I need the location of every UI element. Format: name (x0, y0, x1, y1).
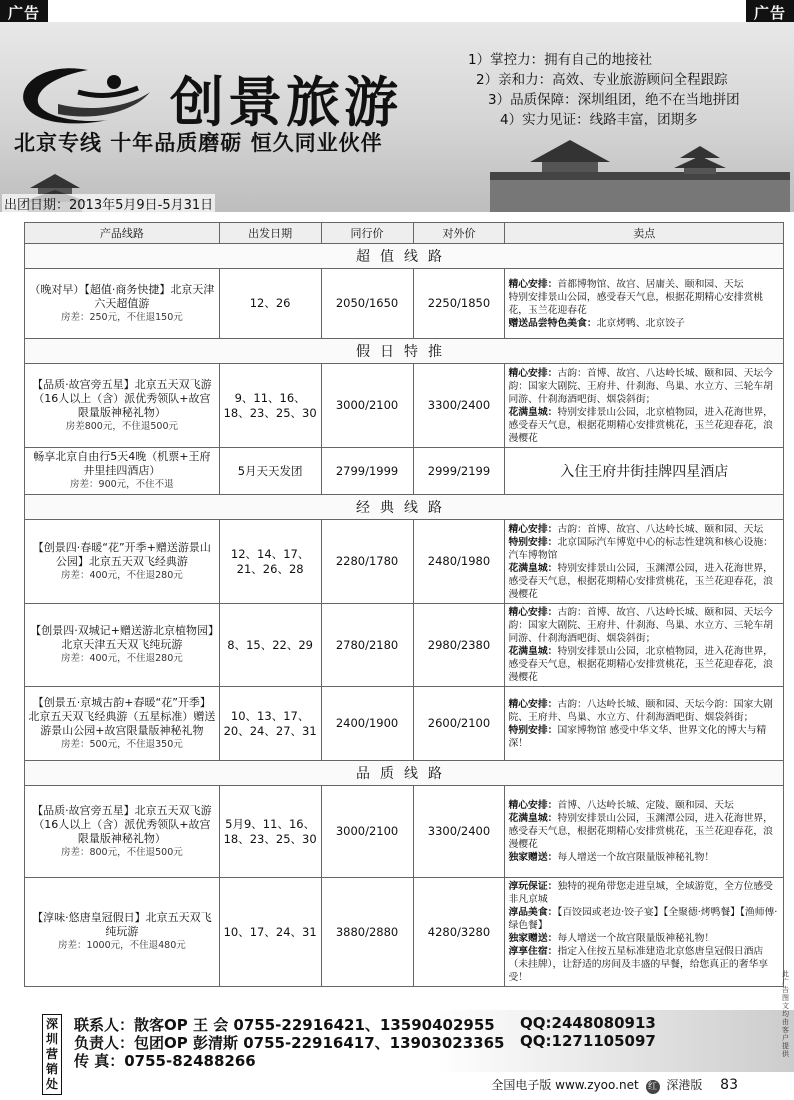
room-note: 房差：400元，不住退280元 (60, 569, 183, 581)
highlight-line (508, 606, 780, 645)
date-cell: 8、15、22、29 (219, 604, 321, 687)
highlight-key: 独家赠送： (508, 852, 558, 863)
highlight-text: 首博、八达岭长城、定陵、颐和园、天坛 (557, 800, 734, 811)
feature-item: 1）掌控力：拥有自己的地接社 (468, 52, 653, 68)
highlight-text: 古韵：首博、故宫、八达岭长城、颐和园、天坛今韵：国家大剧院、王府井、什刹海、鸟巢、水立方、三轮车胡同游、什刹海酒吧街、烟袋斜街； (508, 607, 773, 644)
retail-price-cell: 2980/2380 (413, 604, 505, 687)
table-row (25, 687, 784, 761)
room-note: 房差：500元，不住退350元 (60, 738, 183, 750)
highlight-key: 精心安排： (508, 523, 558, 535)
highlight-line (508, 945, 780, 984)
retail-price-cell: 2600/2100 (413, 687, 505, 761)
product-cell (25, 269, 220, 339)
highlight-text: 北京烤鸭、北京饺子 (596, 317, 685, 329)
date-cell: 10、17、24、31 (219, 878, 321, 987)
departure-date-range: 出团日期：2013年5月9日-5月31日 (2, 194, 215, 213)
peer-price-cell: 2799/1999 (321, 448, 413, 495)
highlight-line (508, 562, 780, 601)
highlight-line (508, 536, 780, 562)
product-cell (25, 878, 220, 987)
retail-price-cell: 2480/1980 (413, 520, 505, 604)
highlight-line (508, 880, 780, 906)
room-note: 房差：1000元，不住退480元 (57, 940, 186, 951)
retail-price-cell: 2999/2199 (413, 448, 505, 495)
column-header: 出发日期 (219, 223, 321, 244)
highlight-text: 每人增送一个故宫限量版神秘礼物！ (557, 852, 715, 863)
highlight-text: 特别安排景山公园，玉渊潭公园，进入花海世界，感受春天气息，根据花期精心安排赏桃花，玉兰花迎春花，浪漫樱花 (508, 562, 773, 600)
contact-person: 负责人：包团OP 彭清斯 0755-22916417、13903023365 (74, 1034, 505, 1052)
section-title: 经典线路 (25, 495, 784, 520)
highlight-line (508, 317, 780, 330)
highlight-key: 精心安排： (508, 800, 558, 811)
highlight-text: 首都博物馆、故宫、居庸关、颐和园、天坛 (557, 278, 744, 290)
date-cell: 5月9、11、16、18、23、25、30 (219, 786, 321, 878)
highlight-text: 指定入住按五星标准建造北京悠唐皇冠假日酒店（未挂牌），让舒适的房间及丰盛的早餐，给您真正的奢华享受！ (508, 946, 769, 983)
product-name: 【创景四·春暖“花”开季+赠送游景山公园】北京五天双飞经典游 (32, 540, 211, 568)
table-row (25, 604, 784, 687)
product-cell (25, 448, 220, 495)
product-cell (25, 604, 220, 687)
retail-price-cell: 2250/1850 (413, 269, 505, 339)
section-row (25, 761, 784, 786)
table-row (25, 364, 784, 448)
highlight-key: 精心安排： (508, 607, 558, 618)
highlight-text: 古韵：首博、故宫、八达岭长城、颐和园、天坛 (557, 523, 764, 535)
highlight-line (508, 851, 780, 864)
date-cell: 5月天天发团 (219, 448, 321, 495)
section-row (25, 495, 784, 520)
highlight-cell (505, 364, 784, 448)
date-cell: 12、14、17、21、26、28 (219, 520, 321, 604)
column-header: 对外价 (413, 223, 505, 244)
highlight-line (508, 698, 780, 724)
highlight-line (508, 724, 780, 750)
tour-table (24, 222, 784, 987)
section-title: 假日特推 (25, 339, 784, 364)
highlight-key: 精心安排： (508, 698, 558, 710)
highlight-line (508, 812, 780, 851)
peer-price-cell: 3000/2100 (321, 364, 413, 448)
ad-label-right: 广告 (746, 0, 794, 25)
product-name: （晚对早）【超值·商务快捷】北京天津六天超值游 (29, 282, 215, 310)
date-cell: 9、11、16、18、23、25、30 (219, 364, 321, 448)
highlight-line (508, 406, 780, 445)
brand-name: 创景旅游 (170, 70, 402, 134)
table-row (25, 520, 784, 604)
column-header: 同行价 (321, 223, 413, 244)
retail-price-cell: 3300/2400 (413, 364, 505, 448)
highlight-key: 特别安排： (508, 536, 558, 548)
qq-number: QQ:2448080913 (520, 1014, 656, 1032)
highlight-text: 北京国际汽车博览中心的标志性建筑和核心设施：汽车博物馆 (508, 536, 773, 561)
highlight-key: 精心安排： (508, 278, 558, 290)
peer-price-cell: 3880/2880 (321, 878, 413, 987)
highlight-key: 赠送品尝特色美食： (508, 317, 597, 329)
highlight-text: 特别安排景山公园，北京植物园，进入花海世界，感受春天气息，根据花期精心安排赏桃花，玉兰花迎春花，浪漫樱花 (508, 406, 773, 444)
highlight-line (508, 645, 780, 684)
product-name: 【创景五·京城古韵+春暖“花”开季】北京五天双飞经典游（五星标准）赠送游景山公园+故宫限量版神秘礼物 (28, 695, 216, 737)
page-number: 83 (720, 1077, 738, 1093)
highlight-text: 每人增送一个故宫限量版神秘礼物！ (557, 933, 715, 944)
highlight-text: 国家博物馆 感受中华文华、世界文化的博大与精深！ (508, 724, 767, 749)
section-title: 超值线路 (25, 244, 784, 269)
peer-price-cell: 2400/1900 (321, 687, 413, 761)
highlight-line (508, 367, 780, 406)
highlight-key: 独家赠送： (508, 933, 558, 944)
highlight-key: 淳玩保证： (508, 881, 558, 892)
product-name: 【品质·故宫旁五星】北京五天双飞游（16人以上（含）派优秀领队+故宫限量版神秘礼物） (32, 377, 212, 419)
feature-item: 3）品质保障：深圳组团，绝不在当地拼团 (488, 92, 740, 108)
feature-item: 4）实力见证：线路丰富，团期多 (500, 112, 698, 128)
highlight-cell (505, 520, 784, 604)
product-name: 畅享北京自由行5天4晚（机票+王府井里挂四酒店） (33, 450, 211, 477)
contact-person: 联系人：散客OP 王 会 0755-22916421、13590402955 (74, 1016, 495, 1034)
peer-price-cell: 2280/1780 (321, 520, 413, 604)
highlight-key: 花满皇城： (508, 646, 558, 657)
highlight-text: 特别安排景山公园，玉渊潭公园，进入花海世界，感受春天气息，根据花期精心安排赏桃花，玉兰花迎春花，浪漫樱花 (508, 813, 773, 850)
column-header: 卖点 (505, 223, 784, 244)
header-banner (0, 22, 794, 212)
highlight-line (508, 932, 780, 945)
highlight-text: 特别安排景山公园，北京植物园，进入花海世界，感受春天气息，根据花期精心安排赏桃花，玉兰花迎春花，浪漫樱花 (508, 646, 773, 683)
highlight-key: 淳品美食： (508, 907, 558, 918)
highlight-text: 独特的视角带您走进皇城，全域游览，全方位感受非凡京城 (508, 881, 773, 905)
room-note: 房差：400元，不住退280元 (60, 653, 183, 664)
feature-list (468, 50, 740, 130)
page-footer (491, 1076, 738, 1094)
highlight-key: 花满皇城： (508, 406, 558, 418)
slogan: 北京专线 十年品质磨砺 恒久同业伙伴 (14, 131, 383, 155)
section-row (25, 244, 784, 269)
highlight-line: 特别安排景山公园，感受春天气息，根据花期精心安排赏桃花，玉兰花迎春花 (508, 291, 764, 316)
highlight-key: 花满皇城： (508, 562, 558, 574)
office-label: 深圳营销处 (42, 1014, 62, 1095)
product-name: 【淳味·悠唐皇冠假日】北京五天双飞纯玩游 (32, 911, 212, 938)
product-cell (25, 786, 220, 878)
section-title: 品质线路 (25, 761, 784, 786)
qq-number: QQ:1271105097 (520, 1032, 656, 1050)
highlight-cell (505, 786, 784, 878)
highlight-line (508, 523, 780, 536)
highlight-text: 古韵：八达岭长城、颐和园、天坛今韵：国家大剧院、王府井、鸟巢、水立方、什刹海酒吧街、烟袋斜街； (508, 698, 773, 723)
highlight-line (508, 278, 780, 291)
room-note: 房差：900元，不住不退 (70, 479, 174, 490)
peer-price-cell: 2780/2180 (321, 604, 413, 687)
highlight-key: 花满皇城： (508, 813, 558, 824)
room-note: 房差：250元，不住退150元 (60, 311, 183, 323)
feature-item: 2）亲和力：高效、专业旅游顾问全程跟踪 (476, 72, 728, 88)
table-row (25, 878, 784, 987)
fax-line: 传 真：0755-82488266 (74, 1052, 256, 1070)
highlight-key: 精心安排： (508, 367, 558, 379)
table-row (25, 269, 784, 339)
ad-label-left: 广告 (0, 0, 48, 25)
retail-price-cell: 3300/2400 (413, 786, 505, 878)
edition-badge-icon: 红 (646, 1080, 660, 1094)
date-cell: 12、26 (219, 269, 321, 339)
retail-price-cell: 4280/3280 (413, 878, 505, 987)
room-note: 房差800元，不住退500元 (65, 420, 178, 432)
peer-price-cell: 2050/1650 (321, 269, 413, 339)
temple-right-icon (470, 132, 790, 212)
product-cell (25, 520, 220, 604)
highlight-line (508, 799, 780, 812)
column-header: 产品线路 (25, 223, 220, 244)
side-disclaimer: 此广告图文均由客户提供 (782, 970, 789, 1058)
highlight-cell (505, 687, 784, 761)
room-note: 房差：800元，不住退500元 (60, 846, 183, 858)
peer-price-cell: 3000/2100 (321, 786, 413, 878)
highlight-text: 古韵：首博、故宫、八达岭长城、颐和园、天坛今韵：国家大剧院、王府井、什刹海、鸟巢、水立方、三轮车胡同游、什刹海酒吧街、烟袋斜街； (508, 367, 773, 405)
section-row (25, 339, 784, 364)
highlight-text: 【百饺园或老边·饺子宴】【全聚德·烤鸭餐】【渔师傅·绿色餐】 (508, 907, 778, 931)
table-row (25, 786, 784, 878)
product-name: 【品质·故宫旁五星】北京五天双飞游（16人以上（含）派优秀领队+故宫限量版神秘礼物） (32, 803, 212, 845)
highlight-cell (505, 269, 784, 339)
table-row (25, 448, 784, 495)
product-cell (25, 687, 220, 761)
product-name: 【创景四·双城记+赠送游北京植物园】北京天津五天双飞纯玩游 (30, 624, 214, 651)
highlight-key: 淳享住宿： (508, 946, 558, 957)
highlight-cell (505, 604, 784, 687)
website-link[interactable]: 全国电子版 www.zyoo.net (491, 1078, 639, 1092)
highlight-key: 特别安排： (508, 724, 558, 736)
highlight-cell: 入住王府井街挂牌四星酒店 (505, 448, 784, 495)
highlight-line (508, 906, 780, 932)
highlight-cell (505, 878, 784, 987)
date-cell: 10、13、17、20、24、27、31 (219, 687, 321, 761)
edition-name: 深港版 (666, 1078, 703, 1092)
table-header-row (25, 223, 784, 244)
product-cell (25, 364, 220, 448)
